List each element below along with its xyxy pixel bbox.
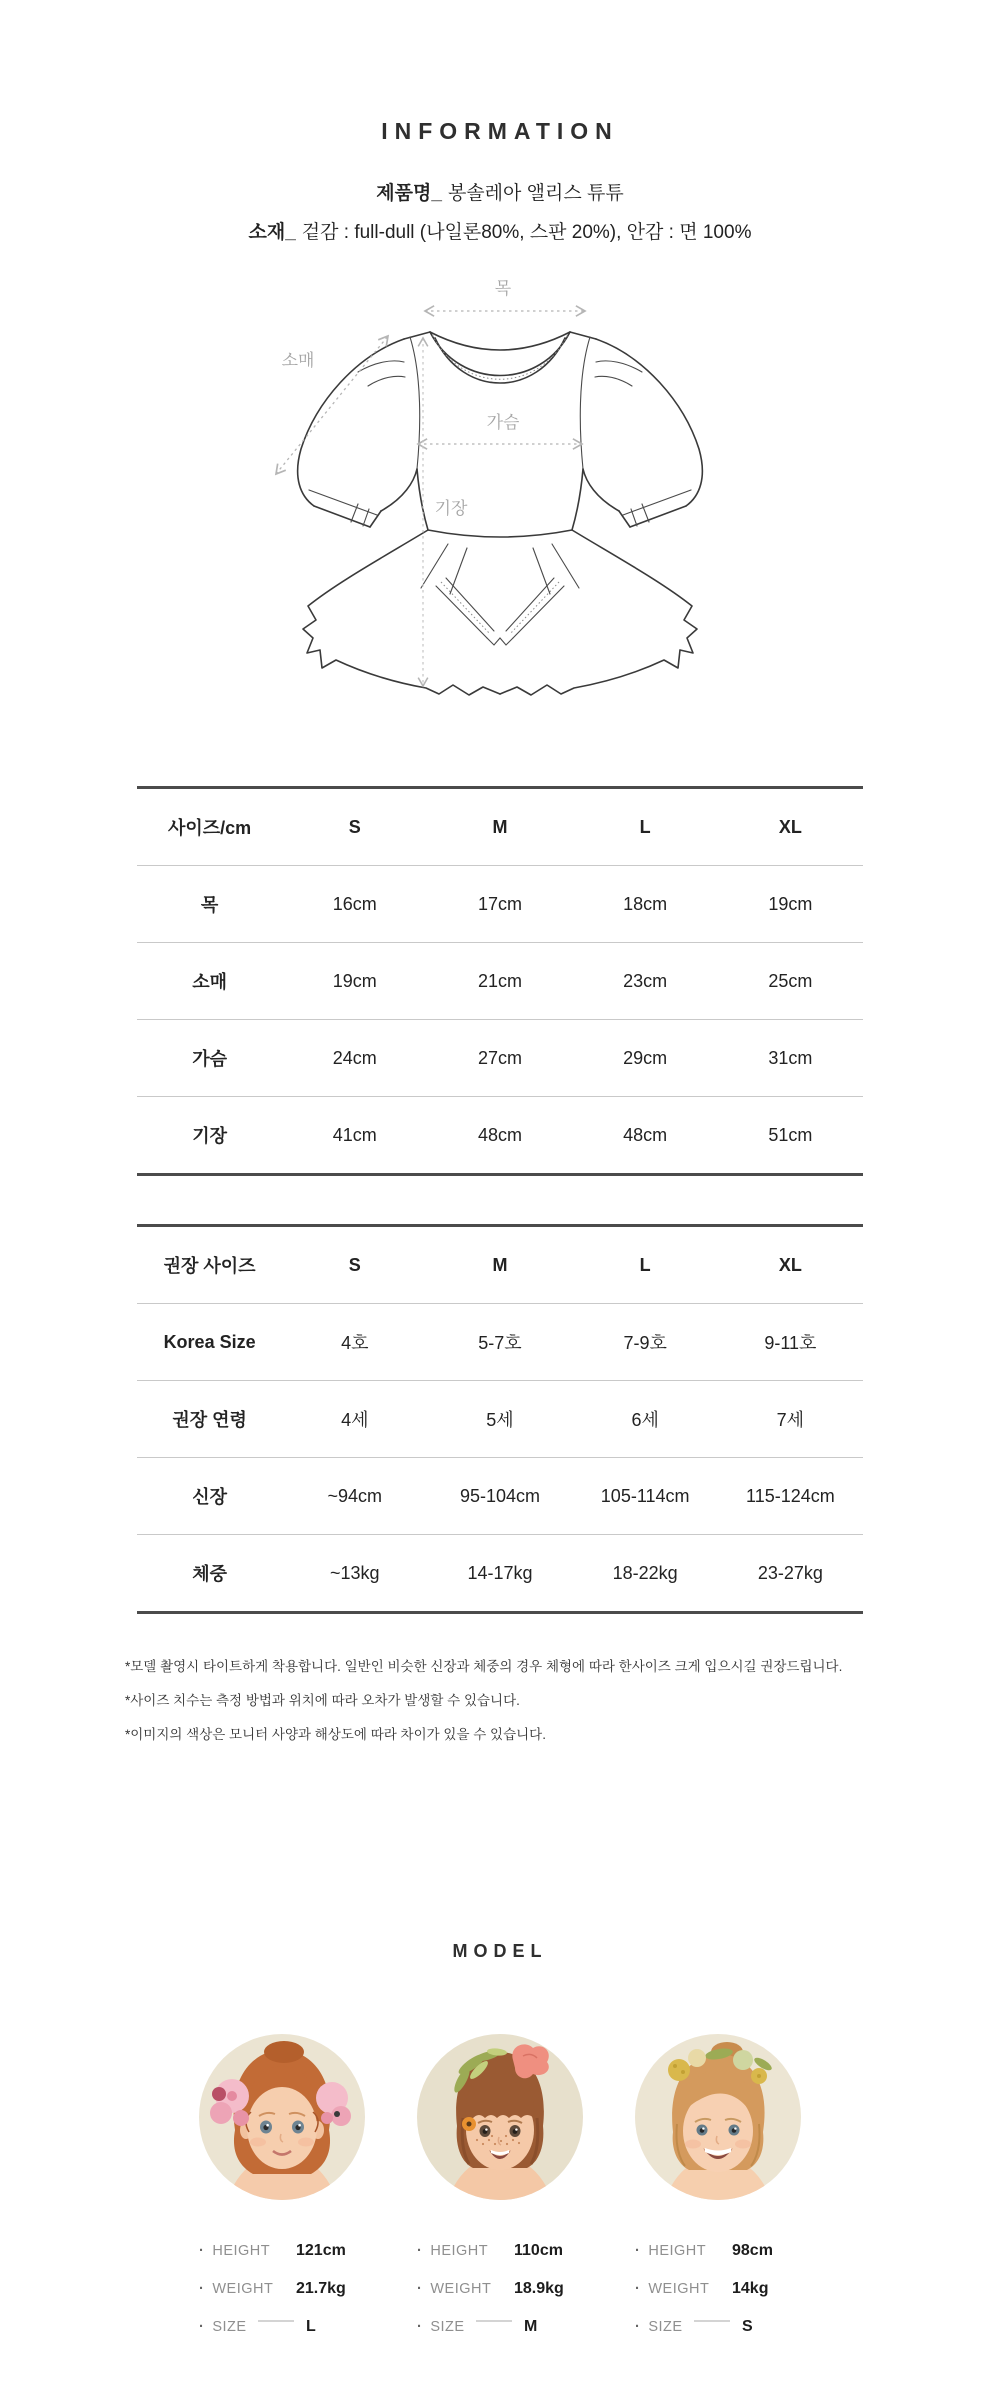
- cell: 95-104cm: [427, 1458, 572, 1535]
- product-material-label: 소재_: [248, 222, 296, 243]
- height-value: 98cm: [732, 2242, 773, 2259]
- page-title: INFORMATION: [381, 118, 619, 144]
- cell: 31cm: [718, 1020, 863, 1097]
- cell: 14-17kg: [467, 1562, 533, 1583]
- model-size-row: [635, 2308, 801, 2346]
- row-label: 목: [137, 866, 282, 943]
- cell: 4호: [282, 1304, 427, 1381]
- model-photo: [417, 2034, 583, 2200]
- cell: 21cm: [427, 943, 572, 1020]
- model-photo: [199, 2034, 365, 2200]
- col-header: M: [427, 788, 572, 866]
- model-photo: [635, 2034, 801, 2200]
- weight-label: · WEIGHT: [635, 2281, 732, 2297]
- table-row: [137, 1304, 863, 1381]
- model-cards: [0, 2034, 1000, 2346]
- model-info: [417, 2232, 583, 2346]
- col-header: M: [427, 1226, 572, 1304]
- cell: 48cm: [623, 1124, 668, 1145]
- weight-label: · WEIGHT: [417, 2281, 514, 2297]
- col-header: S: [282, 1226, 427, 1304]
- cell: 105-114cm: [573, 1458, 718, 1535]
- cell: 7-9호: [573, 1304, 718, 1381]
- table-row: [137, 1020, 863, 1097]
- model-info: [635, 2232, 801, 2346]
- table-row: [137, 1381, 863, 1458]
- product-material: 겉감 : full-dull (나일론80%, 스판 20%), 안감 : 면 100%: [301, 222, 752, 243]
- height-label: · HEIGHT: [199, 2243, 296, 2259]
- model-height-row: [417, 2232, 583, 2270]
- cell: 24cm: [282, 1020, 427, 1097]
- cell: 115-124cm: [718, 1458, 863, 1535]
- footnote-line: *모델 촬영시 타이트하게 착용합니다. 일반인 비슷한 신장과 체중의 경우 체형에 따라 한사이즈 크게 입으시길 권장드립니다.: [125, 1659, 843, 1674]
- col-header: L: [573, 788, 718, 866]
- cell: 41cm: [332, 1124, 377, 1145]
- size-label: · SIZE: [417, 2319, 514, 2335]
- row-label: Korea Size: [137, 1304, 282, 1381]
- cell: 5-7호: [427, 1304, 572, 1381]
- cell: 23-27kg: [757, 1562, 823, 1583]
- cell: 9-11호: [718, 1304, 863, 1381]
- model-weight-row: [635, 2270, 801, 2308]
- table-row: [137, 1458, 863, 1535]
- cell: 25cm: [718, 943, 863, 1020]
- cell: 27cm: [427, 1020, 572, 1097]
- product-material-line: [0, 220, 1000, 246]
- cell: 16cm: [282, 866, 427, 943]
- cell: 51cm: [768, 1124, 813, 1145]
- cell: 18cm: [573, 866, 718, 943]
- diagram-label-length: 기장: [434, 499, 468, 518]
- model-card: [635, 2034, 801, 2346]
- col-header: 사이즈/cm: [137, 788, 282, 866]
- model-card: [199, 2034, 365, 2346]
- height-value: 110cm: [514, 2242, 563, 2259]
- cell: 6세: [573, 1381, 718, 1458]
- footnotes: [125, 1650, 1000, 1752]
- col-header: L: [573, 1226, 718, 1304]
- size-value: S: [742, 2318, 753, 2335]
- weight-value: 14kg: [732, 2280, 769, 2297]
- cell: 4세: [282, 1381, 427, 1458]
- cell: 19cm: [282, 943, 427, 1020]
- diagram-label-chest: 가슴: [486, 413, 520, 432]
- size-value: L: [306, 2318, 316, 2335]
- size-table: [137, 786, 863, 1176]
- col-header: S: [282, 788, 427, 866]
- model-weight-row: [417, 2270, 583, 2308]
- model-size-row: [199, 2308, 365, 2346]
- table-row: [137, 943, 863, 1020]
- col-header: 권장 사이즈: [137, 1226, 282, 1304]
- col-header: XL: [718, 1226, 863, 1304]
- size-divider: [694, 2320, 730, 2322]
- cell: 17cm: [427, 866, 572, 943]
- weight-value: 21.7kg: [296, 2280, 346, 2297]
- size-table-header-row: [137, 788, 863, 866]
- model-size-row: [417, 2308, 583, 2346]
- cell: ~94cm: [282, 1458, 427, 1535]
- model-height-row: [199, 2232, 365, 2270]
- size-value: M: [524, 2318, 538, 2335]
- model-height-row: [635, 2232, 801, 2270]
- size-label: · SIZE: [199, 2319, 296, 2335]
- footnote-line: *사이즈 치수는 측정 방법과 위치에 따라 오차가 발생할 수 있습니다.: [125, 1693, 520, 1708]
- cell: 7세: [718, 1381, 863, 1458]
- size-label: · SIZE: [635, 2319, 732, 2335]
- size-divider: [476, 2320, 512, 2322]
- row-label: 체중: [192, 1564, 227, 1584]
- height-label: · HEIGHT: [635, 2243, 732, 2259]
- model-weight-row: [199, 2270, 365, 2308]
- row-label: 기장: [192, 1126, 227, 1146]
- diagram-label-sleeve: 소매: [281, 351, 315, 370]
- cell: ~13kg: [330, 1562, 380, 1583]
- cell: 18-22kg: [612, 1562, 678, 1583]
- footnote-line: *이미지의 색상은 모니터 사양과 해상도에 따라 차이가 있을 수 있습니다.: [125, 1727, 546, 1742]
- cell: 48cm: [477, 1124, 522, 1145]
- recommend-table-header-row: [137, 1226, 863, 1304]
- model-info: [199, 2232, 365, 2346]
- cell: 29cm: [573, 1020, 718, 1097]
- product-name-line: [0, 181, 1000, 207]
- diagram-label-neck: 목: [494, 279, 512, 298]
- model-card: [417, 2034, 583, 2346]
- table-row: [137, 1535, 863, 1613]
- height-value: 121cm: [296, 2242, 346, 2259]
- garment-diagram: [220, 276, 780, 698]
- height-label: · HEIGHT: [417, 2243, 514, 2259]
- size-divider: [258, 2320, 294, 2322]
- recommend-table: [137, 1224, 863, 1614]
- weight-label: · WEIGHT: [199, 2281, 296, 2297]
- model-section-title: MODEL: [452, 1941, 548, 1961]
- table-row: [137, 866, 863, 943]
- row-label: 가슴: [137, 1020, 282, 1097]
- col-header: XL: [718, 788, 863, 866]
- row-label: 신장: [137, 1458, 282, 1535]
- product-name: 봉솔레아 앨리스 튜튜: [447, 183, 624, 204]
- table-row: [137, 1097, 863, 1175]
- cell: 19cm: [718, 866, 863, 943]
- cell: 5세: [427, 1381, 572, 1458]
- row-label: 소매: [137, 943, 282, 1020]
- weight-value: 18.9kg: [514, 2280, 564, 2297]
- cell: 23cm: [573, 943, 718, 1020]
- product-name-label: 제품명_: [376, 183, 442, 204]
- row-label: 권장 연령: [137, 1381, 282, 1458]
